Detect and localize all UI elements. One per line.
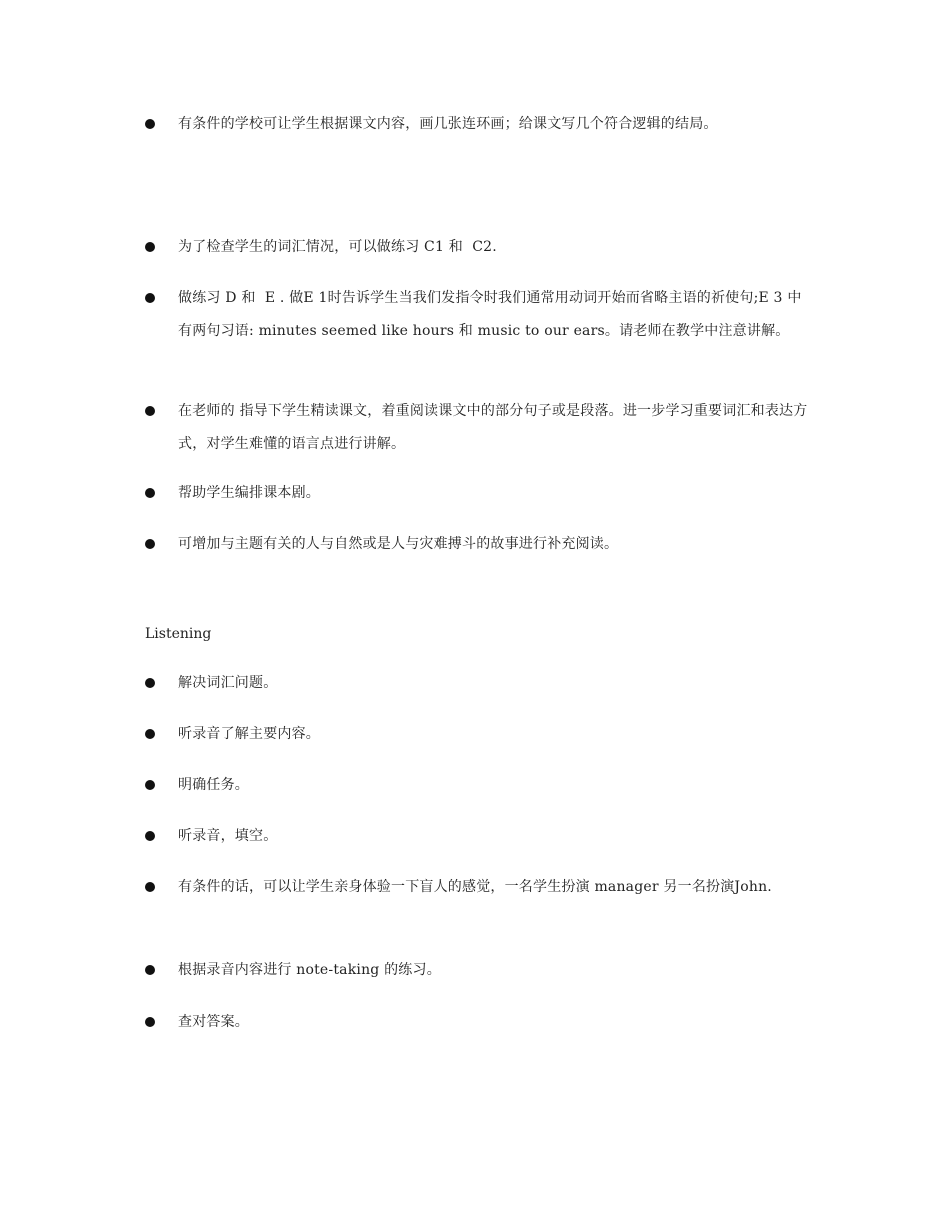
list-item [145,820,810,853]
list-item-text: 听录音，填空。 [178,828,278,844]
list-item-text: 有条件的话，可以让学生亲身体验一下盲人的感觉，一名学生扮演 manager 另一名扮演John. [178,879,772,895]
list-item [145,954,810,987]
list-item-text: 为了检查学生的词汇情况，可以做练习 C1 和 C2. [178,239,497,255]
list-item [145,282,810,348]
list-item-text: 明确任务。 [178,777,249,793]
bullet-icon [145,678,155,688]
list-item [145,108,810,141]
list-item-text: 根据录音内容进行 note-taking 的练习。 [178,962,441,978]
list-item [145,718,810,751]
list-item [145,667,810,700]
bullet-icon [145,119,155,129]
list-item-text: 听录音了解主要内容。 [178,726,320,742]
bullet-icon [145,965,155,975]
list-item [145,395,810,461]
bullet-icon [145,780,155,790]
list-item [145,871,810,904]
bullet-icon [145,539,155,549]
bullet-icon [145,242,155,252]
list-item [145,528,810,561]
list-item-text: 有条件的学校可让学生根据课文内容，画几张连环画；给课文写几个符合逻辑的结局。 [178,116,718,132]
bullet-icon [145,293,155,303]
bullet-icon [145,882,155,892]
list-item-text: 查对答案。 [178,1014,249,1030]
list-item-text: 在老师的 指导下学生精读课文，着重阅读课文中的部分句子或是段落。进一步学习重要词汇和表达方式，对学生难懂的语言点进行讲解。 [178,403,808,452]
bullet-icon [145,831,155,841]
list-item [145,769,810,802]
list-item-text: 帮助学生编排课本剧。 [178,485,320,501]
list-item [145,477,810,510]
list-item-text: 可增加与主题有关的人与自然或是人与灾难搏斗的故事进行补充阅读。 [178,536,619,552]
bullet-icon [145,406,155,416]
bullet-icon [145,1017,155,1027]
bullet-icon [145,729,155,739]
bullet-icon [145,488,155,498]
list-item-text: 解决词汇问题。 [178,675,278,691]
list-item-text: 做练习 D 和 E . 做E 1时告诉学生当我们发指令时我们通常用动词开始而省略主语的祈使句;E 3 中有两句习语: minutes seemed like hours 和 music to our ears。请老师在教学中注意讲解。 [178,290,802,339]
section-heading: Listening [145,626,212,642]
list-item [145,231,810,264]
list-item [145,1006,810,1039]
